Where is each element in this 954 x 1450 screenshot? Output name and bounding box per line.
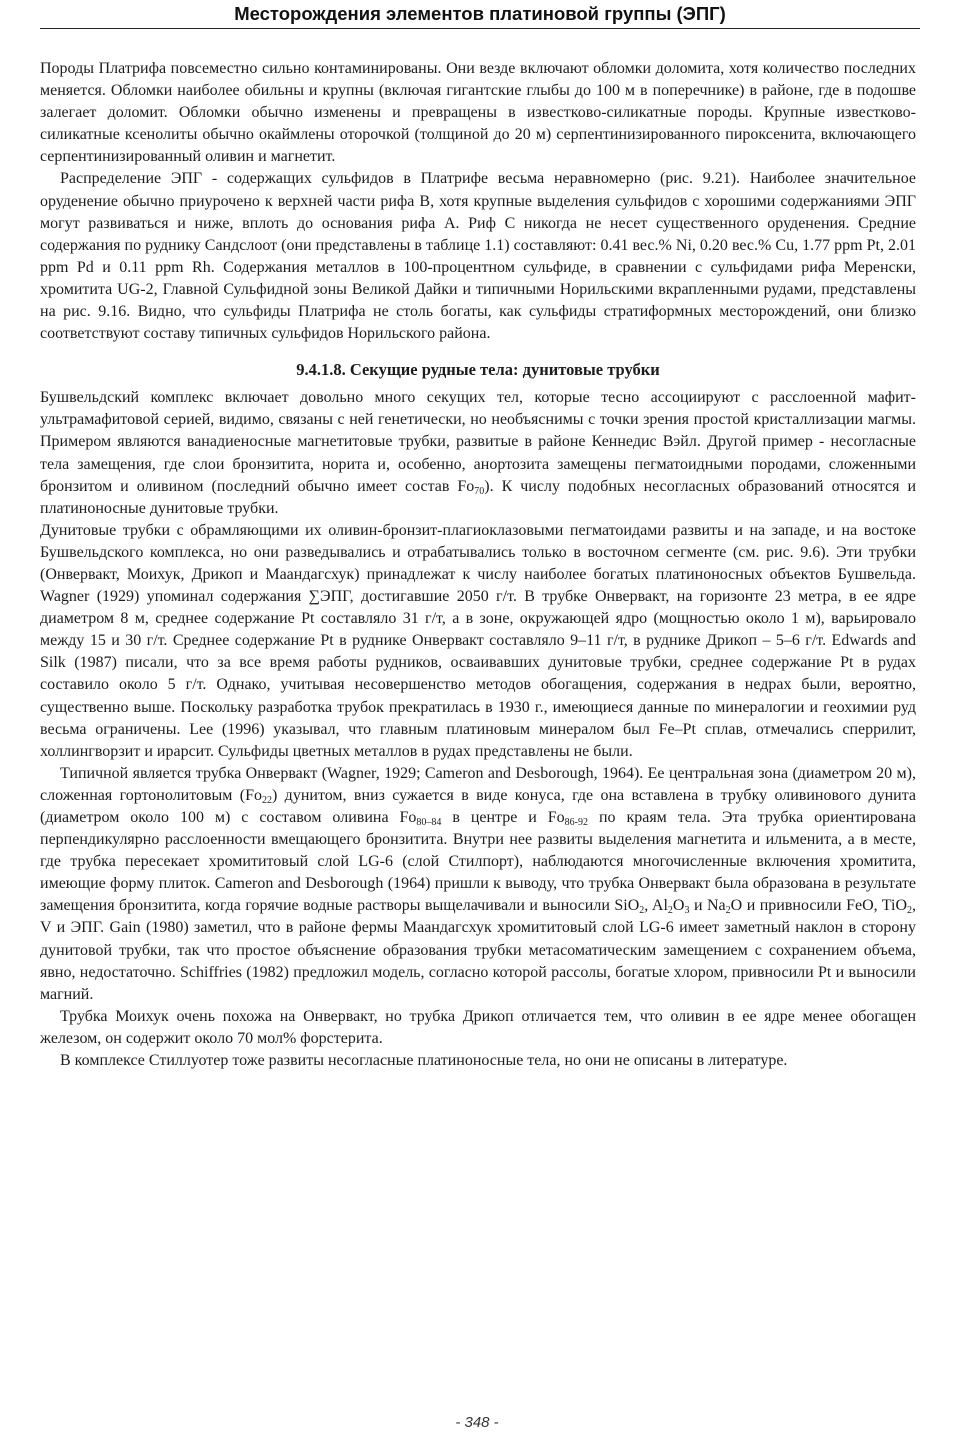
- paragraph-3: [40, 387, 916, 520]
- body-text: [40, 58, 916, 1072]
- paragraph-5-part-h: O и привносили FeO, TiO: [730, 897, 908, 915]
- subscript: 22: [262, 794, 272, 806]
- running-header: Месторождения элементов платиновой группы (ЭПГ): [234, 3, 726, 24]
- paragraph-3-text: Бушвельдский комплекс включает довольно много секущих тел, которые тесно ассоциируют с расслоенной мафит-ультрамафитовой серией, видимо, связаны с ней генетически, но необъяснимы с точки зрения простой кристаллизации магмы. Примером являются ванадиеносные магнетитовые трубки, развитые в районе Кеннедис Вэйл. Другой пример - несогласные тела замещения, где слои бронзитита, норита и, особенно, анортозита замещены пегматоидными породами, сложенными бронзитом и оливином (последний обычно имеет состав Fo: [40, 389, 916, 495]
- paragraph-5: [40, 763, 916, 1006]
- paragraph-4: Дунитовые трубки с обрамляющими их оливин-бронзит-плагиоклазовыми пегматоидами развиты и на западе, и на востоке Бушвельдского комплекса, но они разведывались и отрабатывались только в восточном сегменте (см. рис. 9.6). Эти трубки (Онвервакт, Моихук, Дрикоп и Маандагсхук) принадлежат к числу наиболее богатых платиноносных объектов Бушвельда. Wagner (1929) упоминал содержания ∑ЭПГ, достигавшие 2050 г/т. В трубке Онвервакт, на горизонте 23 метра, в ее ядре диаметром 8 м, среднее содержание Pt составляло 31 г/т, а в зоне, окружающей ядро (мощностью около 1 м), варьировало между 15 и 30 г/т. Среднее содержание Pt в руднике Онвервакт составляло 9–11 г/т, в руднике Дрикоп – 5–6 г/т. Edwards and Silk (1987) писали, что за все время работы рудников, осваивавших дунитовые трубки, среднее содержание Pt в рудах составило около 5 г/т. Однако, учитывая несовершенство методов обогащения, содержания в недрах были, вероятно, существенно выше. Поскольку разработка трубок прекратилась в 1930 г., имеющиеся данные по минералогии и геохимии руд весьма ограничены. Lee (1996) указывал, что главным платиновым минералом был Fe–Pt сплав, отмечались сперрилит, холлингворзит и ирарсит. Сульфиды цветных металлов в рудах представлены не были.: [40, 521, 917, 760]
- header-rule: [40, 28, 920, 29]
- paragraph-7: В комплексе Стиллуотер тоже развиты несогласные платиноносные тела, но они не описаны в литературе.: [60, 1052, 788, 1070]
- paragraph-2: Распределение ЭПГ - содержащих сульфидов в Платрифе весьма неравномерно (рис. 9.21). Наиболее значительное оруденение обычно приурочено к верхней части рифа В, хотя крупные выделения сульфидов с хорошими содержаниями ЭПГ могут развиваться и ниже, вплоть до основания рифа А. Риф С никогда не несет существенного оруденения. Средние содержания по руднику Сандслоот (они представлены в таблице 1.1) составляют: 0.41 вес.% Ni, 0.20 вес.% Cu, 1.77 ppm Pt, 2.01 ppm Pd и 0.11 ppm Rh. Содержания металлов в 100-процентном сульфиде, в сравнении с сульфидами рифа Меренски, хромитита UG-2, Главной Сульфидной зоны Великой Дайки и типичными Норильскими вкрапленными рудами, представлены на рис. 9.16. Видно, что сульфиды Платрифа не столь богаты, как сульфиды стратиформных месторождений, они близко соответствуют составу типичных сульфидов Норильского района.: [40, 170, 916, 343]
- subscript: 2: [639, 905, 645, 917]
- subscript: 3: [684, 905, 690, 917]
- paragraph-6: Трубка Моихук очень похожа на Онвервакт, но трубка Дрикоп отличается тем, что оливин в ее ядре менее обогащен железом, он содержит около 70 мол% форстерита.: [40, 1007, 916, 1047]
- page-number: - 348 -: [455, 1414, 499, 1431]
- paragraph-3-end: ). К числу подобных несогласных образований относятся и платиноносные дунитовые трубки.: [40, 477, 917, 517]
- section-heading: 9.4.1.8. Секущие рудные тела: дунитовые трубки: [296, 360, 660, 380]
- subscript: 2: [907, 905, 913, 917]
- paragraph-5-part-b: ) дунитом, вниз сужается в виде конуса, где она вставлена в трубку оливинового дунита (диаметром около 100 м) с составом оливина Fo: [40, 786, 916, 826]
- paragraph-5-part-c: в центре и Fo: [441, 809, 565, 826]
- paragraph-5-part-a: Типичной является трубка Онвервакт (Wagner, 1929; Cameron and Desborough, 1964). Ее центральная зона (диаметром 20 м), сложенная гортонолитовым (Fo: [40, 764, 916, 804]
- paragraph-5-part-d: по краям тела. Эта трубка ориентирована перпендикулярно расслоенности вмещающего бронзитита. Внутри нее развиты выделения магнетита и ильменита, а в месте, где трубка пересекает хромититовый слой LG-6 (слой Стилпорт), наблюдаются многочисленные включения хромитита, имеющие форму плиток. Cameron and Desborough (1964) пришли к выводу, что трубка Онвервакт была образована в результате замещения бронзитита, когда горячие водные растворы выщелачивали и выносили SiO: [40, 809, 917, 915]
- subscript: 2: [725, 905, 731, 917]
- subscript: 2: [667, 905, 673, 917]
- paragraph-1: Породы Платрифа повсеместно сильно контаминированы. Они везде включают обломки доломита, хотя количество последних меняется. Обломки наиболее обильны и крупны (включая гигантские глыбы до 100 м в поперечнике) в районе, где в подошве залегает доломит. Обломки обычно изменены и превращены в известково-силикатные породы. Крупные известково-силикатные ксенолиты обычно окаймлены оторочкой (толщиной до 20 м) серпентинизированного пироксенита, включающего серпентинизированный оливин и магнетит.: [40, 60, 916, 166]
- paragraph-5-part-e: , Al: [644, 897, 668, 915]
- paragraph-5-part-f: O: [672, 897, 685, 915]
- subscript: 70: [474, 485, 485, 497]
- subscript: 80–84: [416, 817, 442, 828]
- subscript: 86-92: [564, 817, 589, 828]
- paragraph-5-part-i: , V и ЭПГ. Gain (1980) заметил, что в районе фермы Маандагсхук хромититовый слой LG-6 имеет заметный наклон в сторону дунитовой трубки, так что простое объяснение образования трубки метасоматическим замещением с сохранением объема, явно, недостаточно. Schiffries (1982) предложил модель, согласно которой рассолы, богатые хлором, привносили Pt и выносили магний.: [40, 897, 917, 1003]
- paragraph-5-part-g: и Na: [689, 897, 726, 915]
